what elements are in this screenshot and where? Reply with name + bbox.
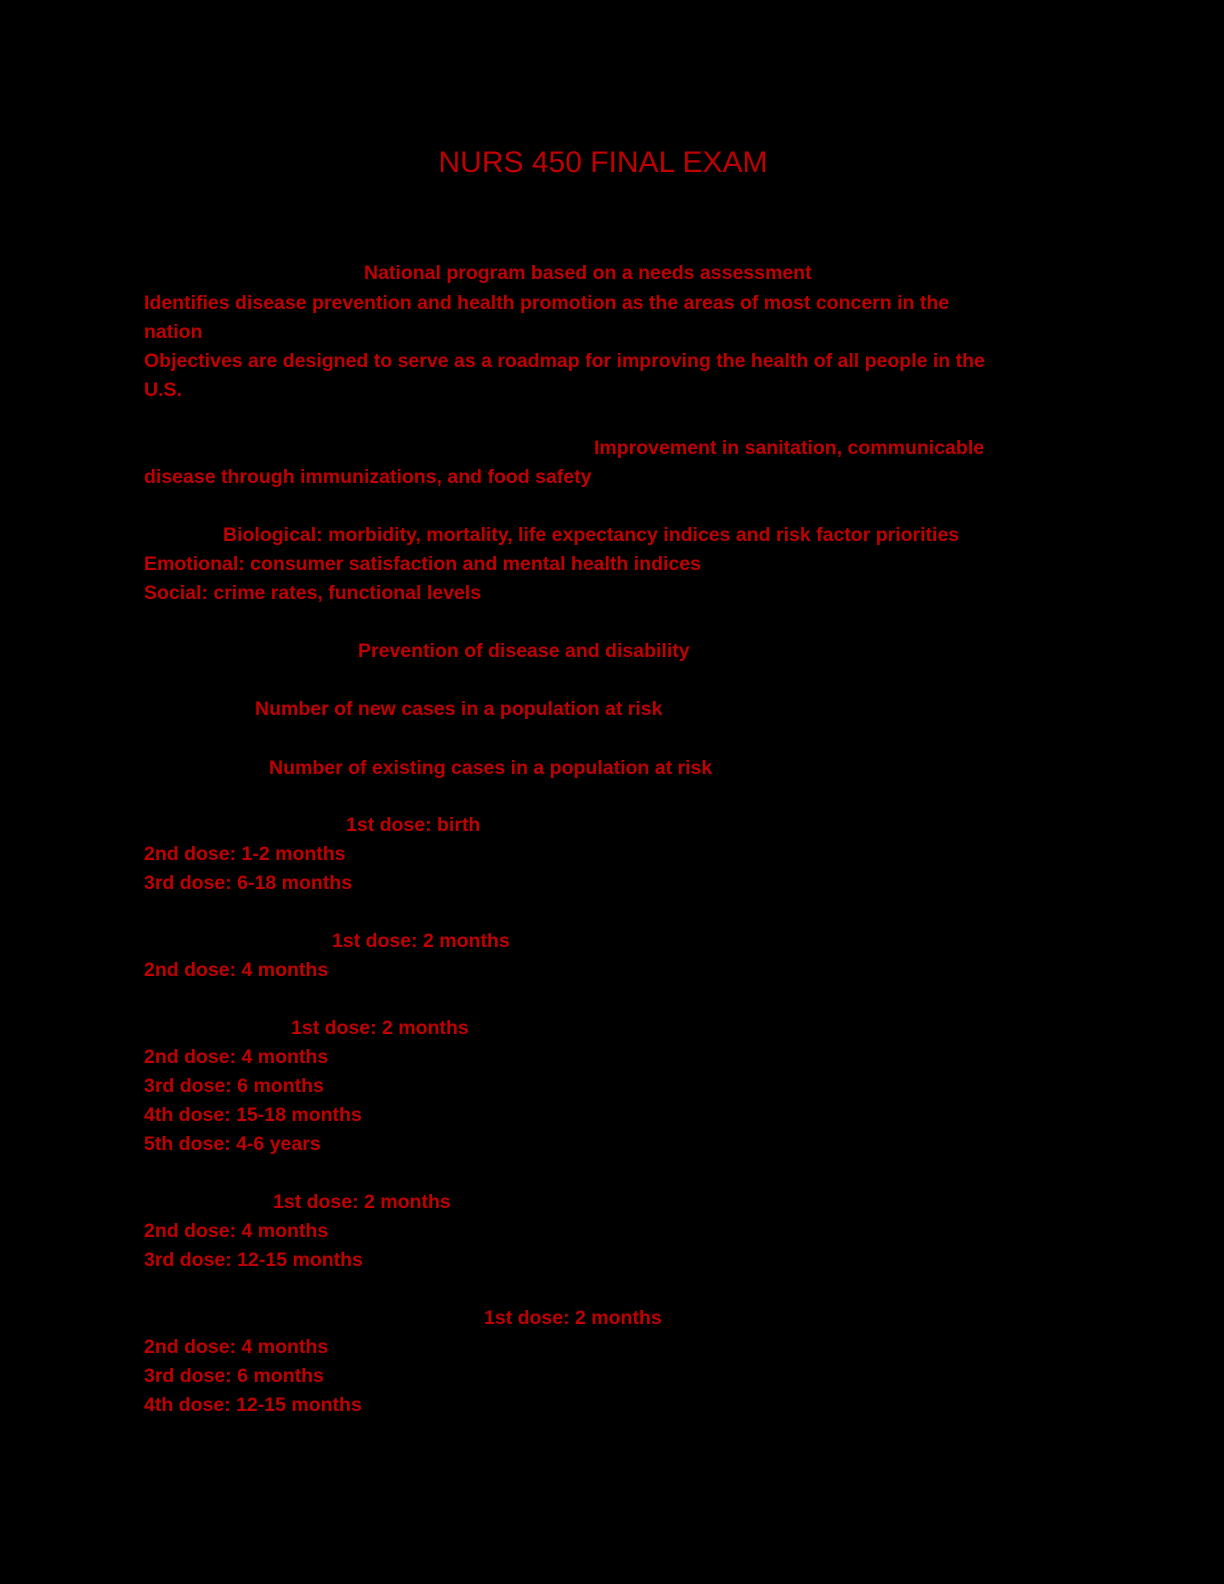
section-7-line-3: 3rd dose: 6-18 months (144, 872, 353, 894)
section-1-line-1: National program based on a needs assessment (364, 262, 812, 284)
section-9-line-4: 4th dose: 15-18 months (144, 1104, 362, 1126)
section-10-line-1: 1st dose: 2 months (273, 1191, 451, 1213)
section-9-line-1: 1st dose: 2 months (291, 1017, 469, 1039)
section-9-line-5: 5th dose: 4-6 years (144, 1133, 321, 1155)
section-5-line-1: Number of new cases in a population at risk (255, 698, 663, 720)
section-3-line-1: Biological: morbidity, mortality, life expectancy indices and risk factor priorities (223, 524, 960, 546)
page-title-text: NURS 450 FINAL EXAM (438, 146, 768, 179)
section-1-line-2: Identifies disease prevention and health promotion as the areas of most concern in the (144, 292, 950, 314)
section-1-line-4: Objectives are designed to serve as a roadmap for improving the health of all people in the (144, 350, 985, 372)
section-9-line-2: 2nd dose: 4 months (144, 1046, 329, 1068)
section-7-line-2: 2nd dose: 1-2 months (144, 843, 346, 865)
section-11-line-1: 1st dose: 2 months (484, 1307, 662, 1329)
section-3-line-3: Social: crime rates, functional levels (144, 582, 482, 604)
section-4-line-1: Prevention of disease and disability (358, 640, 690, 662)
section-8-line-1: 1st dose: 2 months (332, 930, 510, 952)
section-10-line-2: 2nd dose: 4 months (144, 1220, 329, 1242)
section-3-line-2: Emotional: consumer satisfaction and mental health indices (144, 553, 701, 575)
page-title (0, 146, 1224, 180)
section-2-line-2: disease through immunizations, and food safety (144, 466, 592, 488)
section-6-line-1: Number of existing cases in a population at risk (269, 757, 713, 779)
section-1-line-3: nation (144, 321, 203, 343)
section-9-line-3: 3rd dose: 6 months (144, 1075, 324, 1097)
section-2-line-1: Improvement in sanitation, communicable (594, 437, 985, 459)
section-10-line-3: 3rd dose: 12-15 months (144, 1249, 363, 1271)
section-11-line-3: 3rd dose: 6 months (144, 1365, 324, 1387)
section-8-line-2: 2nd dose: 4 months (144, 959, 329, 981)
section-7-line-1: 1st dose: birth (346, 814, 481, 836)
section-11-line-4: 4th dose: 12-15 months (144, 1394, 362, 1416)
section-11-line-2: 2nd dose: 4 months (144, 1336, 329, 1358)
section-1-line-5: U.S. (144, 379, 182, 401)
